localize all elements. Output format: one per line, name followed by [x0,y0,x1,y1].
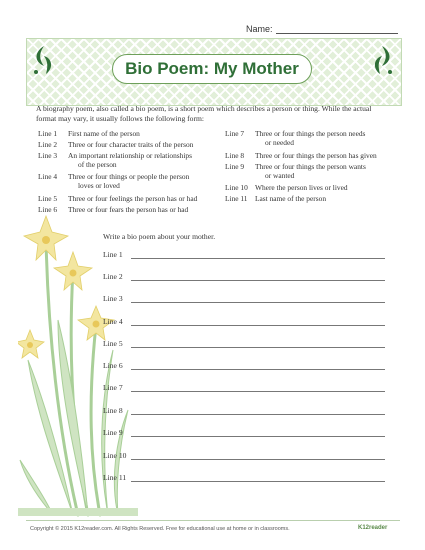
list-item-text: Three or four things or people the person [68,172,190,181]
k12reader-logo: K12reader [358,525,388,531]
leaf-ornament-right-icon [368,44,396,78]
list-item-text: Three or four things the person needs [255,129,366,138]
list-item-number: Line 4 [38,172,58,181]
answer-line[interactable] [103,317,385,329]
list-item-text: Three or four fears the person has or had [68,205,189,214]
intro-paragraph: A biography poem, also called a bio poem, is a short poem which describes a person or thing. While the actual format may vary, it usually follows the following form: [36,104,372,123]
list-item [225,129,395,149]
list-item-number: Line 5 [38,194,58,203]
list-item-number: Line 3 [38,151,58,160]
list-item [225,194,395,204]
list-item-number: Line 11 [225,194,248,203]
list-item-number: Line 9 [225,162,245,171]
list-item-text: First name of the person [68,129,140,138]
list-item [38,172,228,192]
answer-line-label: Line 10 [103,451,127,460]
list-item [225,162,395,182]
list-item-text: Where the person lives or lived [255,183,348,192]
leaf-ornament-left-icon [30,44,58,78]
list-item-number: Line 2 [38,140,58,149]
list-item [38,151,228,171]
list-item-text: Last name of the person [255,194,327,203]
answer-line[interactable] [103,473,385,485]
answer-line-label: Line 2 [103,272,123,281]
answer-line[interactable] [103,272,385,284]
list-item [38,129,228,139]
answer-line[interactable] [103,406,385,418]
answer-line[interactable] [103,451,385,463]
list-item-text: Three or four character traits of the person [68,140,194,149]
list-item [225,183,395,193]
answer-line[interactable] [103,361,385,373]
list-item [38,140,228,150]
list-item-number: Line 6 [38,205,58,214]
list-item-text: Three or four feelings the person has or had [68,194,198,203]
copyright-text: Copyright © 2015 K12reader.com. All Rights Reserved. Free for educational use at home or in classrooms. [30,526,290,532]
list-item-text-cont: loves or loved [78,181,120,190]
list-item-text-cont: or needed [265,138,294,147]
answer-line-label: Line 11 [103,473,127,482]
list-item-text-cont: of the person [78,160,117,169]
answer-line[interactable] [103,339,385,351]
answer-line-label: Line 3 [103,294,123,303]
write-prompt: Write a bio poem about your mother. [103,232,216,241]
answer-line[interactable] [103,428,385,440]
list-item-text: Three or four things the person has given [255,151,377,160]
list-item-text: Three or four things the person wants [255,162,366,171]
name-field[interactable] [276,33,398,34]
page-title: Bio Poem: My Mother [112,54,312,84]
answer-line[interactable] [103,383,385,395]
footer-divider [26,520,400,521]
answer-line-label: Line 8 [103,406,123,415]
list-item-text-cont: or wanted [265,171,295,180]
answer-line-label: Line 1 [103,250,123,259]
list-item [38,194,228,204]
answer-line-label: Line 5 [103,339,123,348]
answer-line[interactable] [103,294,385,306]
list-item-number: Line 7 [225,129,245,138]
answer-line-label: Line 6 [103,361,123,370]
name-label: Name: [246,24,273,34]
list-item [225,151,395,161]
list-item-number: Line 1 [38,129,58,138]
answer-line-label: Line 9 [103,428,123,437]
answer-line[interactable] [103,250,385,262]
answer-line-label: Line 4 [103,317,123,326]
list-item-number: Line 8 [225,151,245,160]
list-item-number: Line 10 [225,183,248,192]
answer-line-label: Line 7 [103,383,123,392]
list-item-text: An important relationship or relationships [68,151,192,160]
